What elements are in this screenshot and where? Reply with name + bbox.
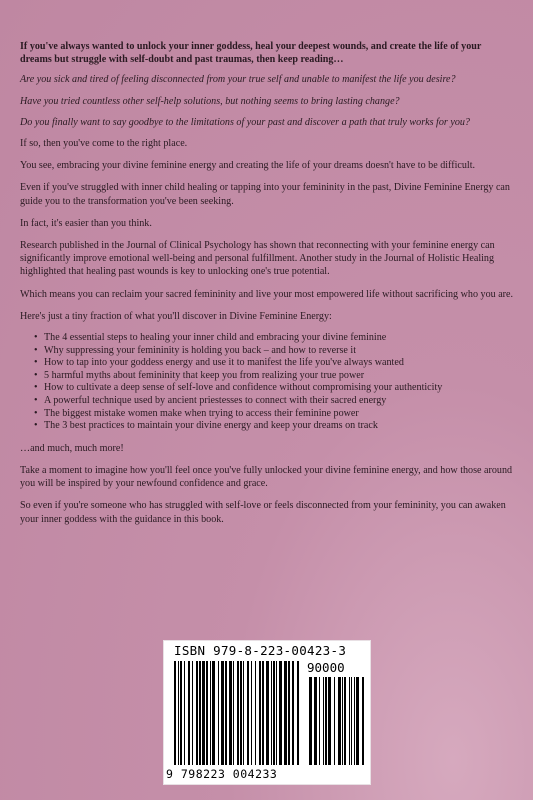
barcode-bar — [251, 661, 252, 765]
barcode-bar — [210, 661, 211, 765]
barcode-bar — [297, 661, 299, 765]
barcode-bar — [188, 661, 190, 765]
barcode-bar — [247, 661, 249, 765]
barcode-bar — [279, 661, 282, 765]
barcode-bar — [218, 661, 219, 765]
list-item: • How to tap into your goddess energy and use it to manifest the life you've always wanted — [34, 357, 515, 370]
paragraph: …and much, much more! — [20, 442, 124, 454]
barcode-bar — [178, 661, 179, 765]
list-item: • The 4 essential steps to healing your inner child and embracing your divine feminine — [34, 332, 515, 345]
barcode-bar — [356, 677, 359, 765]
list-item: • The biggest mistake women make when trying to access their feminine power — [34, 408, 515, 421]
paragraph: If so, then you've come to the right place. — [20, 138, 188, 150]
paragraph: Even if you've struggled with inner child healing or tapping into your femininity in the past, Divine Feminine Energy can guide you to the transformation you've been seeking. — [20, 182, 510, 207]
barcode-bar — [221, 661, 224, 765]
barcode-bar — [314, 677, 317, 765]
barcode-bar — [288, 661, 290, 765]
paragraph: Here's just a tiny fraction of what you'll discover in Divine Feminine Energy: — [20, 310, 332, 322]
barcode-bar — [276, 661, 277, 765]
barcode-bar — [354, 677, 355, 765]
barcode-bar — [184, 661, 185, 765]
barcode-bar — [323, 677, 324, 765]
barcode-bar — [349, 677, 350, 765]
barcode-bar — [362, 677, 364, 765]
isbn-barcode — [163, 640, 371, 785]
barcode-bar — [196, 661, 198, 765]
barcode-bar — [229, 661, 232, 765]
barcode-bars-icon — [164, 641, 370, 784]
barcode-bar — [292, 661, 294, 765]
list-item: • The 3 best practices to maintain your divine energy and keep your dreams on track — [34, 420, 515, 433]
barcode-bar — [240, 661, 242, 765]
barcode-bar — [309, 677, 312, 765]
barcode-bar — [273, 661, 275, 765]
question-3: Do you finally want to say goodbye to the limitations of your past and discover a path that truly works for you? — [20, 116, 470, 128]
paragraph: You see, embracing your divine feminine energy and creating the life of your dreams doesn't have to be difficult. — [20, 160, 476, 172]
paragraph: Research published in the Journal of Clinical Psychology has shown that reconnecting with your feminine energy can significantly improve emotional well-being and personal fulfillment. Another study in the Journal of Holistic Healing highlighted that healing past wounds is key to unlocking one's true potential. — [20, 240, 495, 278]
barcode-bar — [237, 661, 239, 765]
list-item: • Why suppressing your femininity is holding you back – and how to reverse it — [34, 345, 515, 358]
barcode-bar — [342, 677, 343, 765]
paragraph: Take a moment to imagine how you'll feel once you've fully unlocked your divine feminine energy, and how those around you will be inspired by your newfound confidence and grace. — [20, 465, 513, 490]
paragraph: In fact, it's easier than you think. — [20, 217, 152, 229]
list-item: • How to cultivate a deep sense of self-love and confidence without compromising your authenticity — [34, 382, 515, 395]
barcode-bar — [243, 661, 244, 765]
barcode-bar — [206, 661, 208, 765]
paragraph: So even if you're someone who has struggled with self-love or feels disconnected from your femininity, you can awaken your inner goddess with the guidance in this book. — [20, 500, 506, 525]
barcode-bar — [255, 661, 256, 765]
barcode-bar — [338, 677, 341, 765]
barcode-bar — [212, 661, 215, 765]
barcode-bar — [199, 661, 201, 765]
barcode-bar — [174, 661, 176, 765]
price-code: 90000 — [307, 660, 345, 675]
barcode-bar — [262, 661, 264, 765]
intro-text: If you've always wanted to unlock your inner goddess, heal your deepest wounds, and create the life of your dreams but struggle with self-doubt and past traumas, then keep reading… — [20, 41, 482, 66]
barcode-bar — [259, 661, 261, 765]
barcode-bar — [192, 661, 193, 765]
barcode-bar — [233, 661, 234, 765]
isbn-label: ISBN 979-8-223-00423-3 — [174, 643, 347, 658]
back-cover-text — [20, 40, 515, 535]
barcode-bar — [325, 677, 327, 765]
paragraph: Which means you can reclaim your sacred femininity and live your most empowered life without sacrificing who you are. — [20, 288, 514, 300]
list-item: • A powerful technique used by ancient priestesses to connect with their sacred energy — [34, 395, 515, 408]
barcode-bar — [334, 677, 335, 765]
list-item: • 5 harmful myths about femininity that keep you from realizing your true power — [34, 370, 515, 383]
barcode-bar — [225, 661, 227, 765]
barcode-bar — [180, 661, 182, 765]
discovery-list — [20, 332, 515, 433]
barcode-bar — [284, 661, 287, 765]
barcode-bar — [319, 677, 320, 765]
barcode-bar — [271, 661, 272, 765]
ean-digits: 9 798223 004233 — [166, 767, 278, 781]
barcode-bar — [266, 661, 269, 765]
barcode-bar — [344, 677, 346, 765]
barcode-bar — [351, 677, 352, 765]
question-2: Have you tried countless other self-help solutions, but nothing seems to bring lasting change? — [20, 95, 400, 107]
barcode-bar — [202, 661, 205, 765]
barcode-bar — [328, 677, 331, 765]
question-1: Are you sick and tired of feeling disconnected from your true self and unable to manifest the life you desire? — [20, 74, 456, 86]
